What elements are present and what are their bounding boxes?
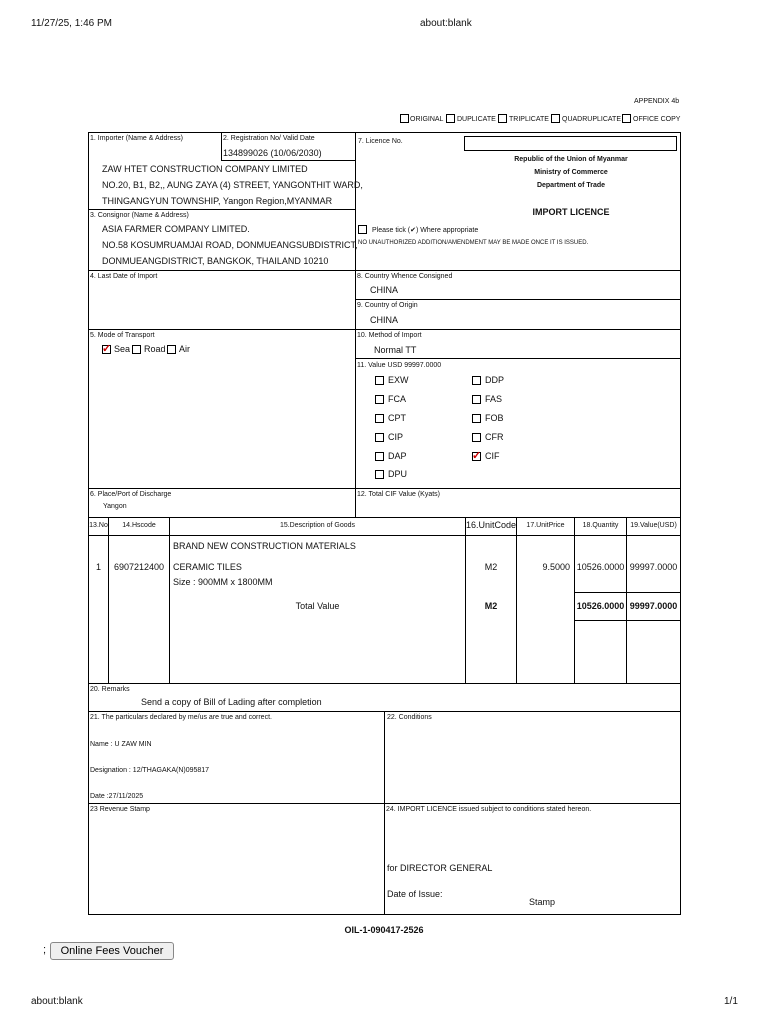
consignor-line-1: ASIA FARMER COMPANY LIMITED. bbox=[102, 224, 250, 234]
transport-label-air: Air bbox=[179, 344, 190, 354]
total-unit: M2 bbox=[484, 601, 498, 611]
declarant-designation: Designation : 12/THAGAKA(N)095817 bbox=[90, 767, 210, 774]
incoterm-label-ddp: DDP bbox=[485, 375, 505, 385]
incoterm-label-fob: FOB bbox=[485, 413, 504, 423]
copy-checkbox-quadruplicate[interactable] bbox=[551, 114, 560, 123]
incoterm-checkbox-ddp[interactable] bbox=[472, 376, 481, 385]
incoterm-label-exw: EXW bbox=[388, 375, 409, 385]
th-value: 19.Value(USD) bbox=[630, 522, 677, 529]
incoterm-checkbox-cif[interactable] bbox=[472, 452, 481, 461]
registration-label: 2. Registration No/ Valid Date bbox=[223, 135, 315, 142]
total-label: Total Value bbox=[295, 601, 340, 611]
online-fees-voucher-button[interactable]: Online Fees Voucher bbox=[50, 942, 174, 960]
transport-label-road: Road bbox=[144, 344, 166, 354]
copy-label: TRIPLICATE bbox=[509, 116, 549, 123]
copy-checkbox-duplicate[interactable] bbox=[446, 114, 455, 123]
semicolon-text: ; bbox=[43, 944, 47, 956]
row-price: 9.5000 bbox=[542, 562, 570, 572]
appendix-label: APPENDIX 4b bbox=[634, 98, 680, 105]
row-description: CERAMIC TILES bbox=[173, 562, 242, 572]
th-no: 13.No bbox=[89, 522, 108, 529]
revenue-stamp-label: 23 Revenue Stamp bbox=[90, 806, 150, 813]
importer-line-2: NO.20, B1, B2,, AUNG ZAYA (4) STREET, YANGONTHIT WARD, bbox=[102, 180, 363, 190]
declarant-date: Date :27/11/2025 bbox=[90, 793, 144, 800]
consignor-line-2: NO.58 KOSUMRUAMJAI ROAD, DONMUEANGSUBDISTRICT, bbox=[102, 240, 358, 250]
goods-heading: BRAND NEW CONSTRUCTION MATERIALS bbox=[173, 541, 356, 551]
transport-checkbox-air[interactable] bbox=[167, 345, 176, 354]
row-description-size: Size : 900MM x 1800MM bbox=[173, 577, 273, 587]
row-value: 99997.0000 bbox=[629, 562, 678, 572]
transport-checkbox-road[interactable] bbox=[132, 345, 141, 354]
country-origin-value: CHINA bbox=[370, 315, 399, 325]
department-heading: Department of Trade bbox=[536, 182, 606, 189]
country-consigned-label: 8. Country Whence Consigned bbox=[357, 273, 453, 280]
discharge-value: Yangon bbox=[103, 503, 127, 510]
method-label: 10. Method of Import bbox=[357, 332, 422, 339]
row-no: 1 bbox=[95, 562, 101, 572]
discharge-label: 6. Place/Port of Discharge bbox=[90, 491, 172, 498]
print-url-bottom: about:blank bbox=[31, 996, 83, 1007]
copy-label: QUADRUPLICATE bbox=[562, 116, 621, 123]
print-url-top: about:blank bbox=[420, 18, 472, 29]
tick-note: Please tick (✔) Where appropriate bbox=[372, 227, 479, 234]
incoterm-checkbox-dpu[interactable] bbox=[375, 470, 384, 479]
th-unitprice: 17.UnitPrice bbox=[526, 522, 565, 529]
registration-value: 134899026 (10/06/2030) bbox=[223, 148, 322, 158]
incoterm-checkbox-cip[interactable] bbox=[375, 433, 384, 442]
remarks-label: 20. Remarks bbox=[90, 686, 130, 693]
incoterm-checkbox-dap[interactable] bbox=[375, 452, 384, 461]
importer-line-3: THINGANGYUN TOWNSHIP, Yangon Region,MYANMAR bbox=[102, 196, 333, 206]
copy-label: ORIGINAL bbox=[410, 116, 444, 123]
licence-no-field bbox=[464, 136, 677, 151]
licence-title: IMPORT LICENCE bbox=[532, 207, 610, 217]
remarks-value: Send a copy of Bill of Lading after completion bbox=[141, 697, 322, 707]
document-number: OIL-1-090417-2526 bbox=[344, 925, 424, 935]
importer-line-1: ZAW HTET CONSTRUCTION COMPANY LIMITED bbox=[102, 164, 308, 174]
incoterm-checkbox-fca[interactable] bbox=[375, 395, 384, 404]
transport-label-sea: Sea bbox=[114, 344, 131, 354]
value-label: 11. Value USD 99997.0000 bbox=[357, 362, 442, 369]
director-general: for DIRECTOR GENERAL bbox=[387, 863, 493, 873]
incoterm-checkbox-cpt[interactable] bbox=[375, 414, 384, 423]
incoterm-checkbox-cfr[interactable] bbox=[472, 433, 481, 442]
consignor-line-3: DONMUEANGDISTRICT, BANGKOK, THAILAND 10210 bbox=[102, 256, 329, 266]
copy-checkbox-triplicate[interactable] bbox=[498, 114, 507, 123]
row-hscode: 6907212400 bbox=[113, 562, 165, 572]
print-pagination: 1/1 bbox=[724, 996, 738, 1007]
country-origin-label: 9. Country of Origin bbox=[357, 302, 418, 309]
copy-checkbox-office-copy[interactable] bbox=[622, 114, 631, 123]
method-value: Normal TT bbox=[374, 345, 417, 355]
country-consigned-value: CHINA bbox=[370, 285, 399, 295]
incoterm-checkbox-fob[interactable] bbox=[472, 414, 481, 423]
transport-label: 5. Mode of Transport bbox=[90, 332, 155, 339]
last-date-label: 4. Last Date of Import bbox=[90, 273, 158, 280]
copy-label: OFFICE COPY bbox=[633, 116, 681, 123]
total-quantity: 10526.0000 bbox=[576, 601, 625, 611]
incoterm-label-cfr: CFR bbox=[485, 432, 504, 442]
copy-label: DUPLICATE bbox=[457, 116, 496, 123]
date-of-issue: Date of Issue: bbox=[387, 889, 443, 899]
unauthorized-note: NO UNAUTHORIZED ADDITION/AMENDMENT MAY BE MADE ONCE IT IS ISSUED. bbox=[358, 240, 589, 246]
th-quantity: 18.Quantity bbox=[582, 522, 619, 529]
licence-label: 7. Licence No. bbox=[358, 138, 403, 145]
th-unitcode: 16.UnitCode bbox=[466, 520, 517, 530]
declarant-name: Name : U ZAW MIN bbox=[90, 741, 152, 748]
incoterm-label-fas: FAS bbox=[485, 394, 503, 404]
incoterm-checkbox-fas[interactable] bbox=[472, 395, 481, 404]
stamp-label: Stamp bbox=[529, 897, 556, 907]
incoterm-label-dpu: DPU bbox=[388, 469, 408, 479]
subject-label: 24. IMPORT LICENCE issued subject to conditions stated hereon. bbox=[386, 806, 592, 813]
incoterm-label-cif: CIF bbox=[485, 451, 500, 461]
incoterm-label-cpt: CPT bbox=[388, 413, 406, 423]
total-value: 99997.0000 bbox=[629, 601, 678, 611]
declare-label: 21. The particulars declared by me/us are true and correct. bbox=[90, 714, 272, 721]
incoterm-label-fca: FCA bbox=[388, 394, 406, 404]
transport-checkbox-sea[interactable] bbox=[102, 345, 111, 354]
th-hscode: 14.Hscode bbox=[122, 522, 156, 529]
row-quantity: 10526.0000 bbox=[576, 562, 625, 572]
importer-label: 1. Importer (Name & Address) bbox=[90, 135, 183, 142]
ministry-heading: Ministry of Commerce bbox=[534, 169, 608, 176]
cif-label: 12. Total CIF Value (Kyats) bbox=[357, 491, 440, 498]
republic-heading: Republic of the Union of Myanmar bbox=[514, 156, 628, 163]
conditions-label: 22. Conditions bbox=[387, 714, 432, 721]
incoterm-label-dap: DAP bbox=[388, 451, 407, 461]
copy-checkbox-original[interactable] bbox=[400, 114, 409, 123]
row-unit: M2 bbox=[484, 562, 498, 572]
incoterm-checkbox-exw[interactable] bbox=[375, 376, 384, 385]
print-datetime: 11/27/25, 1:46 PM bbox=[31, 18, 112, 29]
tick-note-checkbox[interactable] bbox=[358, 225, 367, 234]
incoterm-label-cip: CIP bbox=[388, 432, 404, 442]
consignor-label: 3. Consignor (Name & Address) bbox=[90, 212, 189, 219]
th-description: 15.Description of Goods bbox=[279, 522, 356, 529]
